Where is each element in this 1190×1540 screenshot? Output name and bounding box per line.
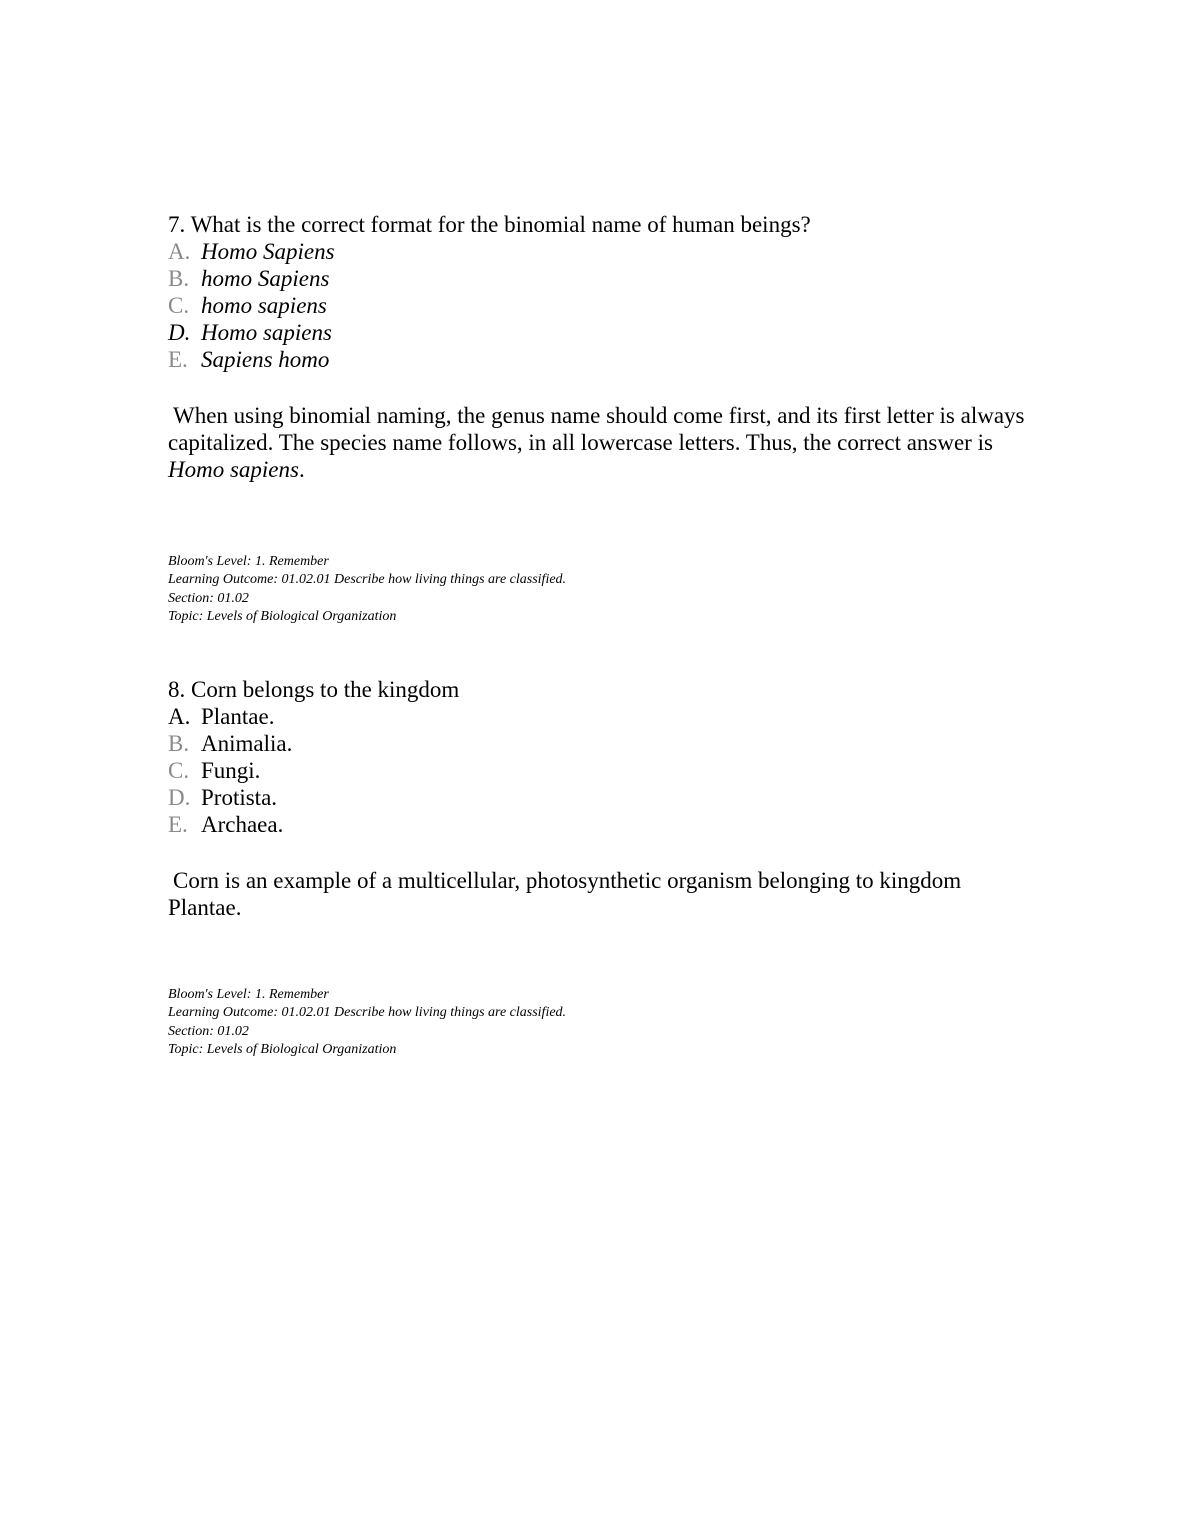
question-stem: 8. Corn belongs to the kingdom [168,677,460,702]
learning-outcome: Learning Outcome: 01.02.01 Describe how living things are classified. [168,1005,567,1021]
option-c [168,292,1068,319]
option-text: homo sapiens [201,293,327,318]
option-letter: E. [168,347,188,372]
option-d [168,784,1068,811]
option-text: Homo sapiens [201,320,332,345]
option-letter: C. [168,293,190,318]
explanation-suffix: . [298,457,305,482]
option-b [168,730,1068,757]
question-7 [168,211,1068,626]
option-text: Homo Sapiens [201,239,335,264]
blooms-level: Bloom's Level: 1. Remember [168,554,329,569]
topic: Topic: Levels of Biological Organization [168,1041,397,1057]
learning-outcome: Learning Outcome: 01.02.01 Describe how living things are classified. [168,572,567,588]
section: Section: 01.02 [168,1023,249,1039]
explanation-text: Corn is an example of a multicellular, photosynthetic organism belonging to kingdom Plantae. [168,868,962,920]
option-e [168,346,1068,373]
option-letter: A. [168,239,191,264]
question-metadata [168,986,1068,1059]
option-text: Plantae. [201,704,275,729]
option-letter: B. [168,731,190,756]
option-text: homo Sapiens [201,266,330,291]
section: Section: 01.02 [168,590,249,606]
option-text: Protista. [201,785,278,810]
option-letter: D. [168,785,191,810]
option-d [168,319,1068,346]
option-a [168,703,1068,730]
topic: Topic: Levels of Biological Organization [168,608,397,624]
option-text: Archaea. [201,812,284,837]
option-a [168,238,1068,265]
explanation [168,402,1048,483]
option-text: Sapiens homo [201,347,330,372]
blooms-level: Bloom's Level: 1. Remember [168,987,329,1002]
question-8 [168,676,1068,1059]
option-letter: E. [168,812,188,837]
option-letter-correct: A. [168,704,191,729]
option-c [168,757,1068,784]
option-text: Animalia. [201,731,293,756]
explanation-emphasis: Homo sapiens [168,457,299,482]
option-letter-correct: D. [168,320,191,345]
option-letter: C. [168,758,190,783]
option-e [168,811,1068,838]
option-letter: B. [168,266,190,291]
explanation [168,867,988,921]
option-text: Fungi. [201,758,261,783]
option-b [168,265,1068,292]
explanation-text: When using binomial naming, the genus name should come first, and its first letter is always capitalized. The species name follows, in all lowercase letters. Thus, the correct answer is [168,403,1025,455]
question-stem: 7. What is the correct format for the binomial name of human beings? [168,212,811,237]
question-metadata [168,553,1068,626]
